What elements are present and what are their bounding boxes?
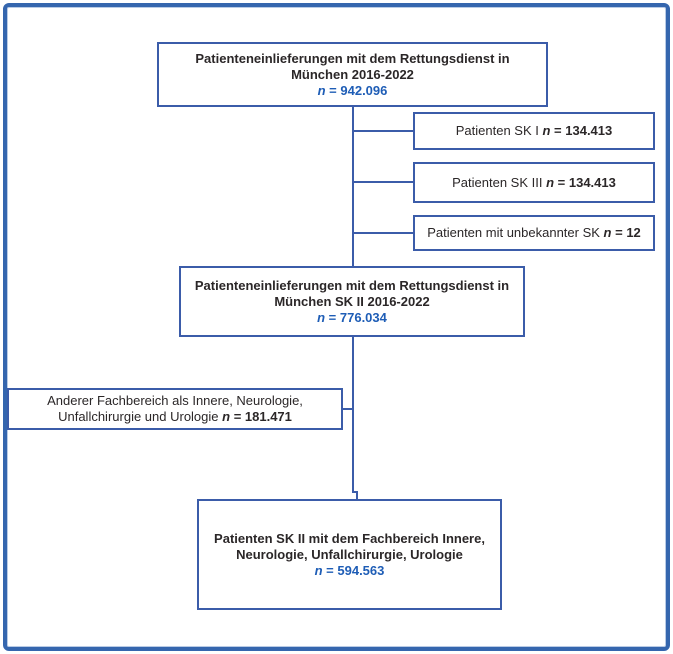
box-text (456, 123, 613, 139)
box-text-line1: Patienten SK II mit dem Fachbereich Innere, (214, 530, 485, 546)
n-symbol: n (314, 562, 323, 578)
label: Patienten SK I (455, 123, 543, 138)
box-text-line2 (58, 409, 292, 425)
box-text-line1: Patienteneinlieferungen mit dem Rettungsdienst in (195, 50, 510, 66)
n-symbol: n (222, 409, 231, 424)
label: Unfallchirurgie und Urologie (58, 409, 223, 424)
n-symbol: n (603, 225, 612, 240)
n-value: = 776.034 (325, 309, 387, 325)
box-patients-unknown-sk (413, 215, 655, 251)
connector-branch-unknown (353, 232, 414, 234)
label: Patienten SK III (452, 174, 547, 190)
box-text (452, 175, 616, 191)
n-value: = 942.096 (325, 82, 388, 98)
n-count (318, 83, 388, 99)
connector-excluded-branch (342, 408, 354, 410)
box-sk2-admissions (179, 266, 525, 337)
label: Patienten mit unbekannter SK (427, 225, 604, 240)
box-final-cohort (197, 499, 502, 610)
connector-branch-sk1 (353, 130, 414, 132)
n-value: = 594.563 (322, 562, 385, 578)
n-symbol: n (546, 174, 555, 190)
box-text-line2: München SK II 2016-2022 (274, 293, 430, 309)
n-count (315, 563, 385, 579)
n-count (317, 310, 387, 326)
box-patients-sk3 (413, 162, 655, 203)
box-total-admissions (157, 42, 548, 107)
n-value: = 181.471 (230, 409, 292, 424)
box-other-departments (7, 388, 343, 430)
n-symbol: n (317, 82, 326, 98)
n-value: = 134.413 (550, 123, 613, 138)
box-text (427, 225, 641, 241)
box-text-line1: Anderer Fachbereich als Innere, Neurologie, (47, 393, 303, 408)
connector-branch-sk3 (353, 181, 414, 183)
box-patients-sk1 (413, 112, 655, 150)
n-value: = 134.413 (554, 174, 616, 190)
n-symbol: n (542, 123, 551, 138)
box-text-line2: München 2016-2022 (291, 66, 414, 82)
box-text-line1: Patienteneinlieferungen mit dem Rettungsdienst in (194, 277, 510, 293)
connector-middle-to-bottom (352, 336, 354, 493)
box-text-line2: Neurologie, Unfallchirurgie, Urologie (236, 546, 463, 562)
n-value: = 12 (611, 225, 641, 240)
n-symbol: n (317, 309, 326, 325)
